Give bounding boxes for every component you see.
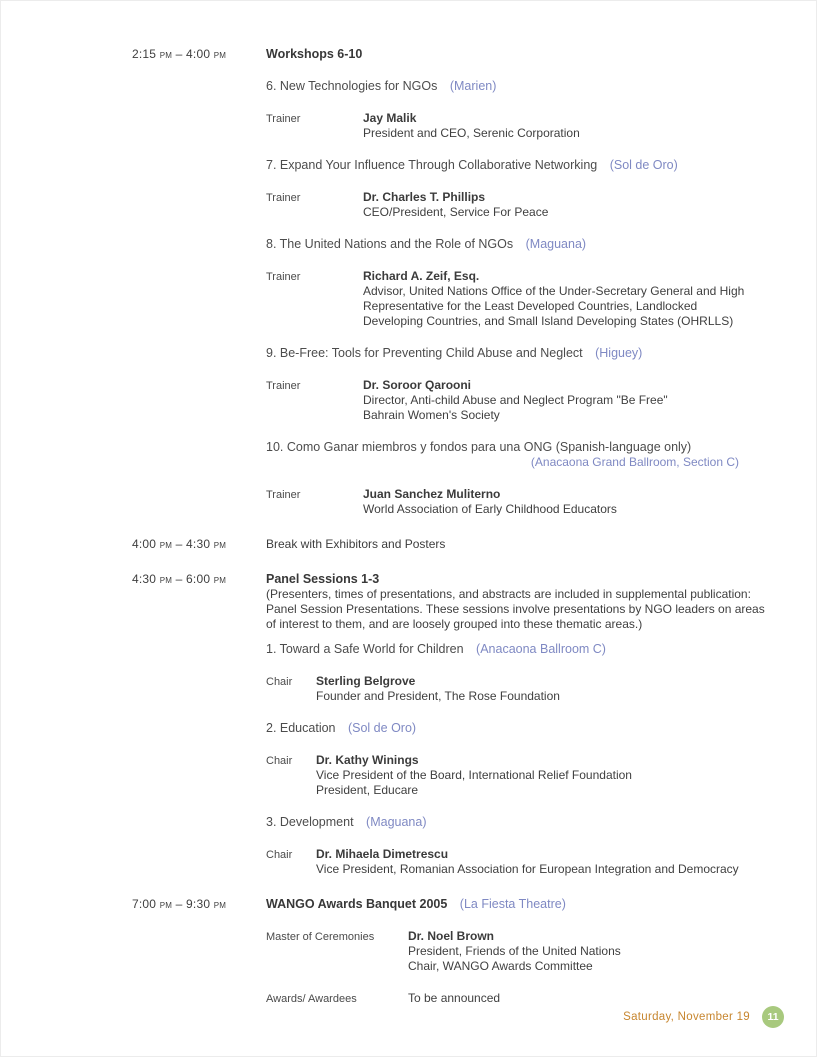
panels-note <box>266 587 766 632</box>
workshop-9-title-text: 9. Be-Free: Tools for Preventing Child Abuse and Neglect <box>266 346 583 360</box>
person-affiliation: World Association of Early Childhood Educators <box>363 502 617 516</box>
time-range-panels: 4:30 pm – 6:00 pm <box>132 572 227 586</box>
master-of-ceremonies-row <box>266 929 766 974</box>
workshop-10-title-text: 10. Como Ganar miembros y fondos para una ONG (Spanish-language only) <box>266 440 692 454</box>
person-affiliation: Bahrain Women's Society <box>363 408 500 422</box>
role-label: Master of Ceremonies <box>266 931 375 943</box>
schedule-block-panels <box>132 572 776 877</box>
workshop-7-trainer-row <box>266 190 766 220</box>
page-number-badge: 11 <box>762 1006 784 1028</box>
note-line: (Presenters, times of presentations, and abstracts are included in supplemental publication: <box>266 587 751 601</box>
person-affiliation: Chair, WANGO Awards Committee <box>408 959 593 973</box>
awards-awardees-row <box>266 991 766 1007</box>
panel-2-title <box>266 721 766 736</box>
role-label: Trainer <box>266 489 301 501</box>
workshop-7-title-text: 7. Expand Your Influence Through Collaborative Networking <box>266 158 598 172</box>
panel-1-title <box>266 642 766 657</box>
person-name: Dr. Noel Brown <box>408 929 495 943</box>
panel-2-location: (Sol de Oro) <box>347 721 417 735</box>
time-range-break: 4:00 pm – 4:30 pm <box>132 537 227 551</box>
role-label: Trainer <box>266 192 301 204</box>
person-name: Richard A. Zeif, Esq. <box>363 269 480 283</box>
section-heading-workshops: Workshops 6-10 <box>266 47 363 61</box>
panel-1-title-text: 1. Toward a Safe World for Children <box>266 642 464 656</box>
workshop-9-trainer-row <box>266 378 766 423</box>
workshop-8-title <box>266 237 766 252</box>
workshop-6-title <box>266 79 766 94</box>
person-name: Dr. Soroor Qarooni <box>363 378 472 392</box>
section-heading-banquet <box>266 897 766 912</box>
person-affiliation: President, Friends of the United Nations <box>408 944 621 958</box>
role-label: Awards/ Awardees <box>266 993 357 1005</box>
panel-2-title-text: 2. Education <box>266 721 336 735</box>
person-affiliation: President, Educare <box>316 783 419 797</box>
section-heading-break: Break with Exhibitors and Posters <box>266 537 446 551</box>
person-name: Jay Malik <box>363 111 417 125</box>
workshop-8-trainer-row <box>266 269 766 329</box>
schedule-block-break <box>132 537 776 552</box>
time-range-banquet: 7:00 pm – 9:30 pm <box>132 897 227 911</box>
page-footer <box>623 1006 784 1028</box>
panel-2-chair-row <box>266 753 766 798</box>
person-affiliation: CEO/President, Service For Peace <box>363 205 549 219</box>
workshop-8-title-text: 8. The United Nations and the Role of NGOs <box>266 237 514 251</box>
role-label: Trainer <box>266 380 301 392</box>
role-label: Trainer <box>266 271 301 283</box>
workshop-10-trainer-row <box>266 487 766 517</box>
workshop-9-location: (Higuey) <box>595 346 643 360</box>
workshop-6-title-text: 6. New Technologies for NGOs <box>266 79 438 93</box>
person-affiliation: Advisor, United Nations Office of the Under-Secretary General and High <box>363 284 745 298</box>
person-affiliation: President and CEO, Serenic Corporation <box>363 126 580 140</box>
person-name: Dr. Charles T. Phillips <box>363 190 486 204</box>
person-name: Sterling Belgrove <box>316 674 416 688</box>
role-label: Chair <box>266 849 293 861</box>
role-label: Chair <box>266 755 293 767</box>
workshop-6-trainer-row <box>266 111 766 141</box>
banquet-heading-text: WANGO Awards Banquet 2005 <box>266 897 448 911</box>
person-affiliation: Vice President, Romanian Association for European Integration and Democracy <box>316 862 739 876</box>
schedule-block-banquet <box>132 897 776 1007</box>
workshop-7-title <box>266 158 766 173</box>
time-range-workshops: 2:15 pm – 4:00 pm <box>132 47 227 61</box>
note-line: of interest to them, and are loosely grouped into these thematic areas.) <box>266 617 643 631</box>
person-name: Juan Sanchez Muliterno <box>363 487 501 501</box>
workshop-9-title <box>266 346 766 361</box>
panel-1-location: (Anacaona Ballroom C) <box>476 642 606 656</box>
person-affiliation: Developing Countries, and Small Island Developing States (OHRLLS) <box>363 314 734 328</box>
workshop-10-title <box>266 440 766 455</box>
person-affiliation: Director, Anti-child Abuse and Neglect Program "Be Free" <box>363 393 668 407</box>
person-affiliation: Representative for the Least Developed Countries, Landlocked <box>363 299 698 313</box>
panel-3-title <box>266 815 766 830</box>
person-name: Dr. Mihaela Dimetrescu <box>316 847 449 861</box>
workshop-7-location: (Sol de Oro) <box>609 158 678 172</box>
panel-3-chair-row <box>266 847 766 877</box>
workshop-10-location: (Anacaona Grand Ballroom, Section C) <box>530 455 739 469</box>
role-label: Chair <box>266 676 293 688</box>
panel-3-title-text: 3. Development <box>266 815 354 829</box>
awards-value: To be announced <box>408 991 501 1005</box>
note-line: Panel Session Presentations. These sessions involve presentations by NGO leaders on areas <box>266 602 765 616</box>
panel-3-location: (Maguana) <box>366 815 427 829</box>
person-affiliation: Vice President of the Board, International Relief Foundation <box>316 768 632 782</box>
banquet-location: (La Fiesta Theatre) <box>459 897 566 911</box>
workshop-6-location: (Marien) <box>449 79 497 93</box>
person-affiliation: Founder and President, The Rose Foundation <box>316 689 560 703</box>
schedule-block-workshops <box>132 47 776 517</box>
section-heading-panels: Panel Sessions 1-3 <box>266 572 380 586</box>
panel-1-chair-row <box>266 674 766 704</box>
workshop-8-location: (Maguana) <box>525 237 587 251</box>
footer-date: Saturday, November 19 <box>623 1010 750 1023</box>
role-label: Trainer <box>266 113 301 125</box>
person-name: Dr. Kathy Winings <box>316 753 419 767</box>
